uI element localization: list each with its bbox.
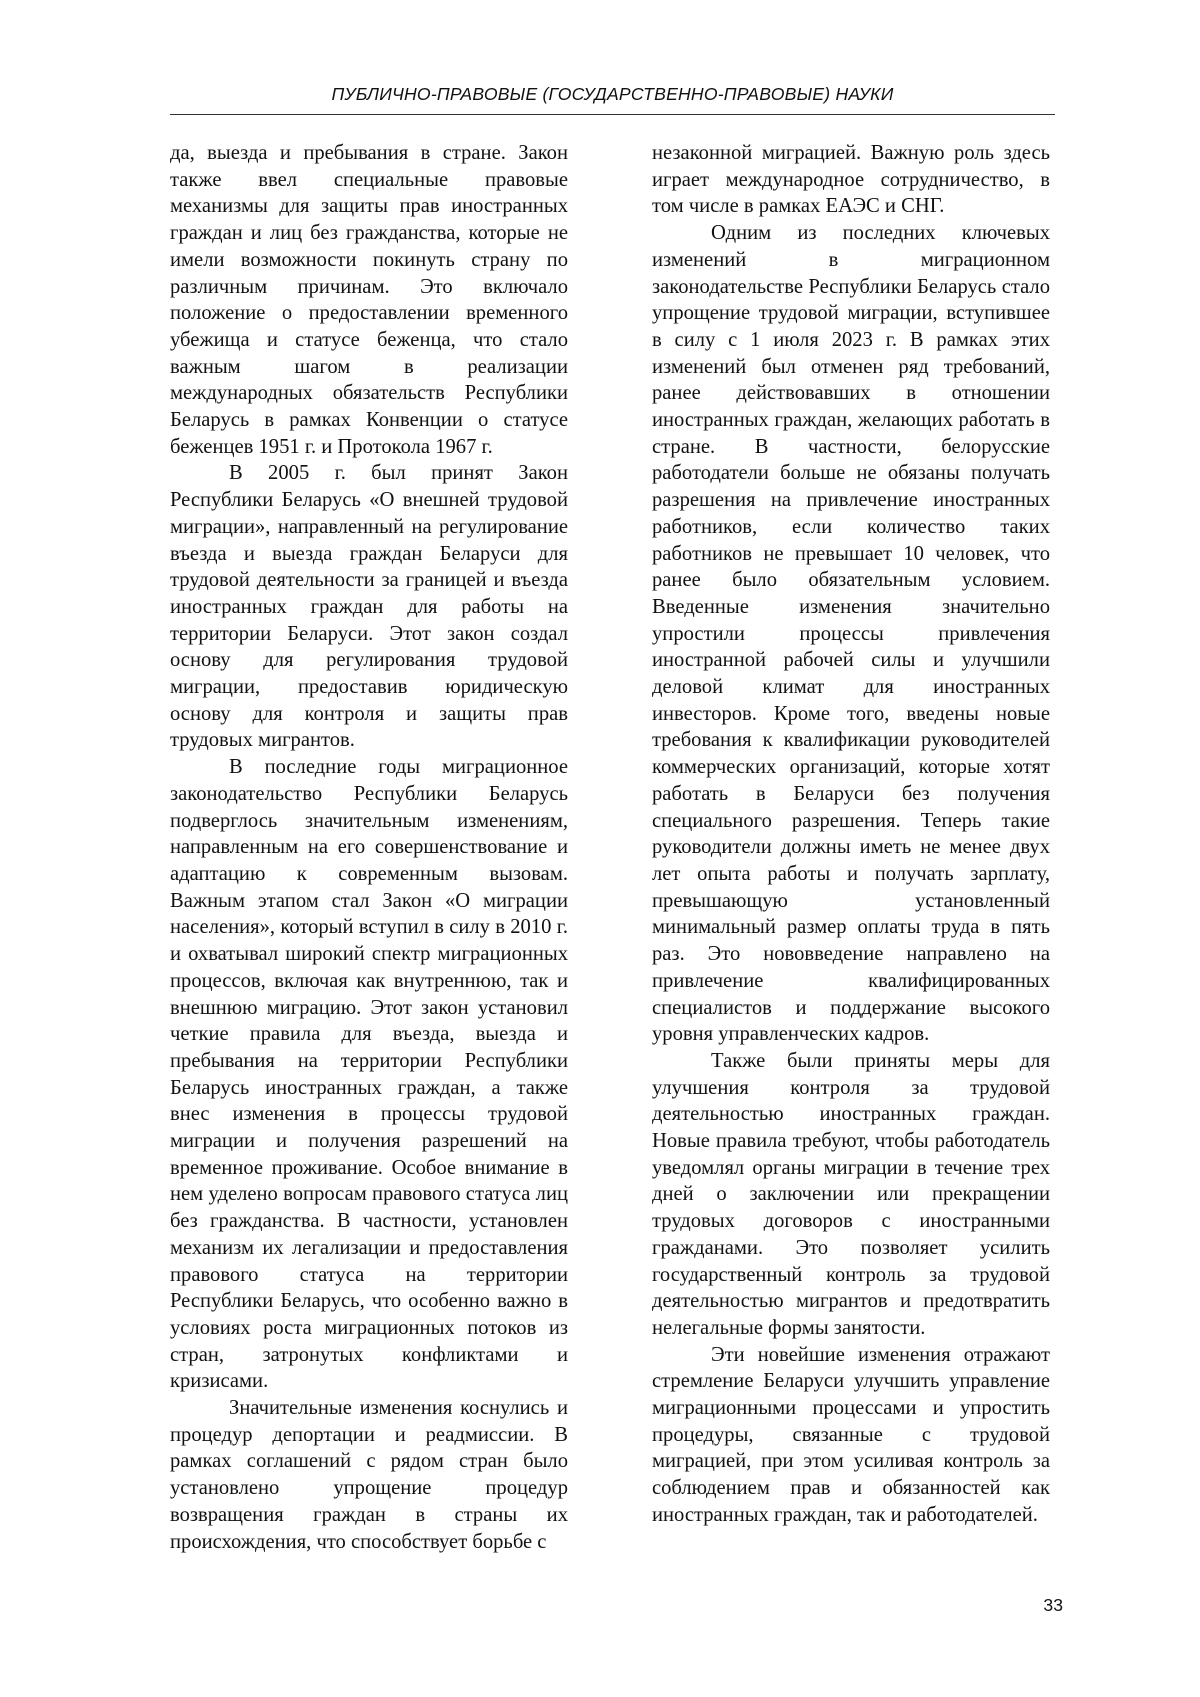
paragraph: В последние годы миграционное законодательство Республики Беларусь подверглось значительным изменениям, направленным на его совершенствование и адаптацию к современным вызовам. Важным этапом стал Закон «О миграции населения», который вступил в силу в 2010 г. и охватывал широкий спектр миграционных процессов, включая как внутреннюю, так и внешнюю миграцию. Этот закон установил четкие правила для въезда, выезда и пребывания на территории Республики Беларусь иностранных граждан, а также внес изменения в процессы трудовой миграции и получения разрешений на временное проживание. Особое внимание в нем уделено вопросам правового статуса лиц без гражданства. В частности, установлен механизм их легализации и предоставления правового статуса на территории Республики Беларусь, что особенно важно в условиях роста миграционных потоков из стран, затронутых конфликтами и кризисами. [170,756,568,1393]
paragraph: да, выезда и пребывания в стране. Закон также ввел специальные правовые механизмы для защиты прав иностранных граждан и лиц без гражданства, которые не имели возможности покинуть страну по различным причинам. Это включало положение о предоставлении временного убежища и статусе беженца, что стало важным шагом в реализации международных обязательств Республики Беларусь в рамках Конвенции о статусе беженцев 1951 г. и Протокола 1967 г. [170,142,568,458]
header-divider [170,114,1055,115]
paragraph: Одним из последних ключевых изменений в миграционном законодательстве Республики Беларусь стало упрощение трудовой миграции, вступившее в силу с 1 июля 2023 г. В рамках этих изменений был отменен ряд требований, ранее действовавших в отношении иностранных граждан, желающих работать в стране. В частности, белорусские работодатели больше не обязаны получать разрешения на привлечение иностранных работников, если количество таких работников не превышает 10 человек, что ранее было обязательным условием. Введенные изменения значительно упростили процессы привлечения иностранной рабочей силы и улучшили деловой климат для иностранных инвесторов. Кроме того, введены новые требования к квалификации руководителей коммерческих организаций, которые хотят работать в Беларуси без получения специального разрешения. Теперь такие руководители должны иметь не менее двух лет опыта работы и получать зарплату, превышающую установленный минимальный размер оплаты труда в пять раз. Это нововведение направлено на привлечение квалифицированных специалистов и поддержание высокого уровня управленческих кадров. [652,222,1050,1046]
paragraph: В 2005 г. был принят Закон Республики Беларусь «О внешней трудовой миграции», направленный на регулирование въезда и выезда граждан Беларуси для трудовой деятельности за границей и въезда иностранных граждан для работы на территории Беларуси. Этот закон создал основу для регулирования трудовой миграции, предоставив юридическую основу для контроля и защиты прав трудовых мигрантов. [170,462,568,752]
paragraph: Также были приняты меры для улучшения контроля за трудовой деятельностью иностранных граждан. Новые правила требуют, чтобы работодатель уведомлял органы миграции в течение трех дней о заключении или прекращении трудовых договоров с иностранными гражданами. Это позволяет усилить государственный контроль за трудовой деятельностью мигрантов и предотвратить нелегальные формы занятости. [652,1049,1050,1339]
running-header-title: ПУБЛИЧНО-ПРАВОВЫЕ (ГОСУДАРСТВЕННО-ПРАВОВЫЕ) НАУКИ [331,84,894,104]
paragraph: Эти новейшие изменения отражают стремление Беларуси улучшить управление миграционными процессами и упростить процедуры, связанные с трудовой миграцией, при этом усиливая контроль за соблюдением прав и обязанностей как иностранных граждан, так и работодателей. [652,1343,1050,1526]
paragraph: Значительные изменения коснулись и процедур депортации и реадмиссии. В рамках соглашений с рядом стран было установлено упрощение процедур возвращения граждан в страны их происхождения, что способствует борьбе с [170,1397,568,1553]
left-column [170,140,568,1555]
page-number: 33 [1043,1595,1063,1615]
paragraph: незаконной миграцией. Важную роль здесь играет международное сотрудничество, в том числе в рамках ЕАЭС и СНГ. [652,142,1050,218]
right-column [652,140,1050,1529]
